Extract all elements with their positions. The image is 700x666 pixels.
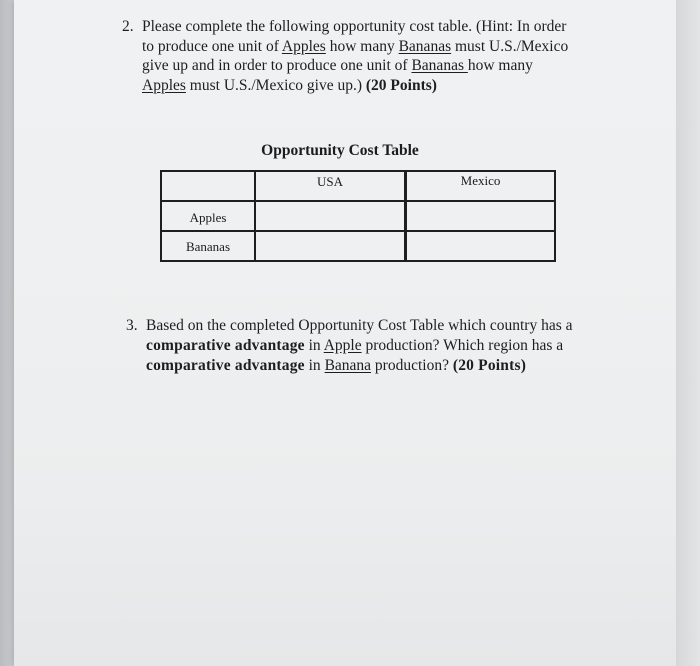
- question-2-line-4: Apples must U.S./Mexico give up.) (20 Points): [142, 76, 437, 94]
- table-cell-apples-usa[interactable]: [256, 202, 404, 230]
- apple-term: Apple: [323, 337, 362, 354]
- table-cell-bananas-usa[interactable]: [256, 232, 404, 260]
- banana-term: Banana: [324, 357, 372, 374]
- paper-smudge: [345, 400, 371, 414]
- question-3-line-3: comparative advantage in Banana production? (20 Points): [146, 357, 527, 374]
- points-label: (20 Points): [365, 76, 437, 94]
- question-2-number: 2.: [122, 18, 134, 35]
- table-border-right: [554, 170, 556, 262]
- apples-term: Apples: [281, 37, 326, 55]
- table-row-label-apples: Apples: [189, 210, 227, 225]
- question-3-line-2: comparative advantage in Apple production? Which region has a: [146, 337, 564, 354]
- table-border-top: [160, 170, 556, 172]
- table-header-empty: [162, 173, 254, 199]
- bananas-term: Bananas: [411, 57, 468, 74]
- bananas-term: Bananas: [398, 37, 452, 55]
- table-title: Opportunity Cost Table: [261, 142, 419, 159]
- opportunity-cost-table: [160, 170, 556, 262]
- table-header-usa: USA: [316, 174, 343, 189]
- page-edge: [676, 0, 700, 666]
- table-border-bottom: [160, 260, 556, 262]
- table-cell-apples-mexico[interactable]: [407, 202, 554, 230]
- points-label: (20 Points): [452, 357, 527, 374]
- question-2-line-2: to produce one unit of Apples how many Bananas must U.S./Mexico: [142, 37, 569, 55]
- comparative-advantage-term: comparative advantage: [146, 337, 305, 354]
- question-3-number: 3.: [126, 317, 138, 334]
- table-cell-bananas-mexico[interactable]: [407, 232, 554, 260]
- question-2-line-3: give up and in order to produce one unit of Bananas how many: [142, 57, 533, 74]
- question-2-line-1: Please complete the following opportunity cost table. (Hint: In order: [142, 18, 567, 35]
- question-3-line-1: Based on the completed Opportunity Cost Table which country has a: [146, 317, 573, 334]
- table-row-label-bananas: Bananas: [185, 239, 231, 254]
- comparative-advantage-term: comparative advantage: [146, 357, 305, 374]
- apples-term: Apples: [142, 76, 186, 94]
- table-header-mexico: Mexico: [460, 173, 501, 188]
